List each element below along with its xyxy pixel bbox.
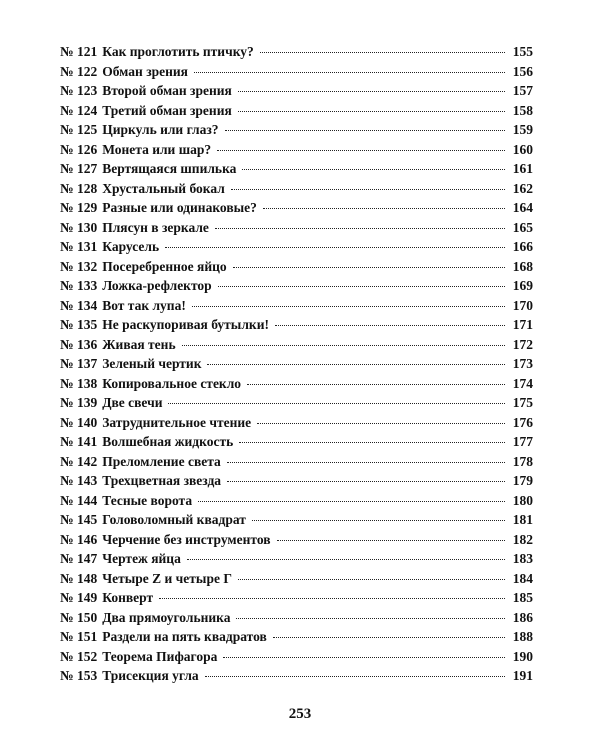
toc-entry-147 (60, 551, 533, 571)
dot-leader (242, 169, 505, 170)
toc-entry-title: Преломление света (102, 453, 221, 469)
toc-entry-number: № 129 (60, 200, 98, 215)
toc-entry-number: № 134 (60, 297, 98, 313)
toc-entry-number: № 147 (60, 551, 98, 566)
toc-entry-number: № 138 (60, 375, 98, 391)
toc-entry-152 (60, 649, 533, 669)
toc-entry-140 (60, 415, 533, 435)
toc-entry-123 (60, 83, 533, 103)
toc-entry-title: Тесные ворота (102, 492, 193, 508)
toc-entry-number: № 151 (60, 629, 98, 644)
toc-entry-title: Разные или одинаковые? (102, 200, 257, 215)
toc-entry-132 (60, 259, 533, 279)
toc-entry-135 (60, 317, 533, 337)
toc-entry-number: № 139 (60, 395, 98, 410)
toc-entry-title: Хрустальный бокал (102, 180, 225, 196)
toc-entry-number: № 144 (60, 492, 98, 508)
dot-leader (215, 228, 505, 229)
dot-leader (198, 501, 505, 502)
dot-leader (218, 286, 505, 287)
toc-entry-number: № 126 (60, 141, 98, 157)
toc-entry-number: № 133 (60, 278, 98, 293)
toc-entry-title: Два прямоугольника (102, 609, 231, 625)
toc-entry-page: 173 (512, 356, 533, 371)
dot-leader (236, 618, 505, 619)
dot-leader (194, 72, 505, 73)
toc-entry-page: 164 (512, 200, 533, 215)
toc-entry-124 (60, 103, 533, 123)
dot-leader (225, 130, 505, 131)
toc-entry-148 (60, 571, 533, 591)
toc-entry-title: Карусель (102, 239, 160, 254)
toc-entry-page: 176 (512, 414, 533, 430)
toc-entry-title: Чертеж яйца (102, 551, 181, 566)
dot-leader (159, 598, 505, 599)
toc-entry-page: 186 (512, 609, 533, 625)
toc-entry-title: Раздели на пять квадратов (102, 629, 267, 644)
dot-leader (252, 520, 505, 521)
toc-entry-150 (60, 610, 533, 630)
toc-entry-146 (60, 532, 533, 552)
dot-leader (233, 267, 505, 268)
toc-entry-title: Четыре Z и четыре Г (102, 570, 232, 586)
toc-entry-page: 180 (512, 492, 533, 508)
toc-entry-page: 155 (512, 44, 533, 59)
dot-leader (263, 208, 505, 209)
toc-entry-121 (60, 44, 533, 64)
toc-entry-page: 158 (512, 102, 533, 118)
toc-entry-page: 157 (512, 83, 533, 98)
table-of-contents (60, 44, 533, 688)
toc-entry-136 (60, 337, 533, 357)
dot-leader (257, 423, 505, 424)
toc-entry-number: № 148 (60, 570, 98, 586)
toc-entry-page: 156 (512, 63, 533, 79)
toc-entry-title: Затруднительное чтение (102, 414, 252, 430)
toc-entry-page: 185 (512, 590, 533, 605)
toc-entry-number: № 124 (60, 102, 98, 118)
toc-entry-number: № 143 (60, 473, 98, 488)
toc-entry-title: Трисекция угла (102, 668, 199, 683)
toc-entry-125 (60, 122, 533, 142)
toc-entry-page: 165 (512, 219, 533, 235)
toc-entry-138 (60, 376, 533, 396)
dot-leader (205, 676, 505, 677)
toc-entry-page: 181 (512, 512, 533, 527)
dot-leader (231, 189, 505, 190)
toc-entry-144 (60, 493, 533, 513)
toc-entry-141 (60, 434, 533, 454)
toc-entry-page: 174 (512, 375, 533, 391)
toc-entry-number: № 121 (60, 44, 98, 59)
toc-entry-number: № 149 (60, 590, 98, 605)
toc-entry-153 (60, 668, 533, 688)
toc-entry-129 (60, 200, 533, 220)
toc-entry-number: № 122 (60, 63, 98, 79)
dot-leader (165, 247, 505, 248)
toc-entry-133 (60, 278, 533, 298)
toc-entry-title: Черчение без инструментов (102, 531, 271, 547)
dot-leader (217, 150, 505, 151)
toc-entry-number: № 145 (60, 512, 98, 527)
toc-entry-title: Обман зрения (102, 63, 188, 79)
toc-entry-128 (60, 181, 533, 201)
toc-entry-number: № 137 (60, 356, 98, 371)
toc-entry-title: Посеребренное яйцо (102, 258, 227, 274)
toc-entry-number: № 125 (60, 122, 98, 137)
toc-entry-page: 184 (512, 570, 533, 586)
toc-entry-number: № 153 (60, 668, 98, 683)
toc-entry-134 (60, 298, 533, 318)
toc-entry-number: № 127 (60, 161, 98, 176)
toc-entry-title: Конверт (102, 590, 154, 605)
dot-leader (275, 325, 505, 326)
toc-entry-page: 169 (512, 278, 533, 293)
toc-entry-page: 177 (512, 434, 533, 449)
toc-entry-title: Как проглотить птичку? (102, 44, 254, 59)
dot-leader (260, 52, 505, 53)
toc-entry-number: № 131 (60, 239, 98, 254)
toc-entry-page: 191 (512, 668, 533, 683)
toc-entry-126 (60, 142, 533, 162)
toc-entry-page: 166 (512, 239, 533, 254)
toc-entry-number: № 130 (60, 219, 98, 235)
toc-entry-number: № 136 (60, 336, 98, 352)
toc-entry-title: Волшебная жидкость (102, 434, 234, 449)
dot-leader (238, 111, 505, 112)
toc-entry-number: № 152 (60, 648, 98, 664)
page-number: 253 (288, 706, 312, 722)
toc-entry-title: Монета или шар? (102, 141, 212, 157)
toc-entry-number: № 141 (60, 434, 98, 449)
toc-entry-title: Теорема Пифагора (102, 648, 218, 664)
toc-entry-page: 175 (512, 395, 533, 410)
toc-entry-149 (60, 590, 533, 610)
toc-entry-number: № 123 (60, 83, 98, 98)
toc-entry-number: № 146 (60, 531, 98, 547)
dot-leader (192, 306, 505, 307)
toc-entry-page: 170 (512, 297, 533, 313)
dot-leader (207, 364, 505, 365)
dot-leader (223, 657, 505, 658)
toc-entry-title: Две свечи (102, 395, 163, 410)
toc-entry-142 (60, 454, 533, 474)
dot-leader (227, 481, 505, 482)
toc-entry-title: Ложка-рефлектор (102, 278, 212, 293)
toc-entry-139 (60, 395, 533, 415)
toc-entry-number: № 142 (60, 453, 98, 469)
toc-entry-page: 183 (512, 551, 533, 566)
toc-entry-number: № 132 (60, 258, 98, 274)
toc-entry-137 (60, 356, 533, 376)
toc-entry-143 (60, 473, 533, 493)
toc-entry-title: Головоломный квадрат (102, 512, 246, 527)
toc-entry-page: 160 (512, 141, 533, 157)
toc-entry-number: № 128 (60, 180, 98, 196)
dot-leader (239, 442, 505, 443)
dot-leader (238, 579, 505, 580)
toc-entry-title: Циркуль или глаз? (102, 122, 219, 137)
toc-entry-145 (60, 512, 533, 532)
toc-entry-page: 179 (512, 473, 533, 488)
toc-entry-number: № 150 (60, 609, 98, 625)
toc-entry-page: 178 (512, 453, 533, 469)
toc-entry-page: 172 (512, 336, 533, 352)
toc-entry-page: 159 (512, 122, 533, 137)
toc-entry-131 (60, 239, 533, 259)
toc-entry-title: Трехцветная звезда (102, 473, 222, 488)
toc-entry-title: Второй обман зрения (102, 83, 232, 98)
toc-entry-151 (60, 629, 533, 649)
dot-leader (238, 91, 505, 92)
toc-entry-page: 161 (512, 161, 533, 176)
toc-entry-number: № 140 (60, 414, 98, 430)
toc-entry-page: 162 (512, 180, 533, 196)
toc-entry-127 (60, 161, 533, 181)
dot-leader (277, 540, 505, 541)
dot-leader (182, 345, 505, 346)
dot-leader (187, 559, 505, 560)
toc-entry-title: Живая тень (102, 336, 176, 352)
dot-leader (273, 637, 505, 638)
toc-entry-title: Не раскупоривая бутылки! (102, 317, 269, 332)
toc-entry-page: 171 (512, 317, 533, 332)
toc-entry-title: Плясун в зеркале (102, 219, 209, 235)
dot-leader (247, 384, 505, 385)
toc-entry-130 (60, 220, 533, 240)
toc-entry-title: Вертящаяся шпилька (102, 161, 237, 176)
toc-entry-122 (60, 64, 533, 84)
toc-entry-title: Вот так лупа! (102, 297, 186, 313)
dot-leader (168, 403, 505, 404)
toc-entry-title: Копировальное стекло (102, 375, 242, 391)
toc-entry-page: 168 (512, 258, 533, 274)
toc-entry-page: 182 (512, 531, 533, 547)
toc-entry-page: 190 (512, 648, 533, 664)
toc-entry-title: Третий обман зрения (102, 102, 232, 118)
toc-entry-number: № 135 (60, 317, 98, 332)
toc-entry-page: 188 (512, 629, 533, 644)
toc-entry-title: Зеленый чертик (102, 356, 202, 371)
dot-leader (227, 462, 505, 463)
